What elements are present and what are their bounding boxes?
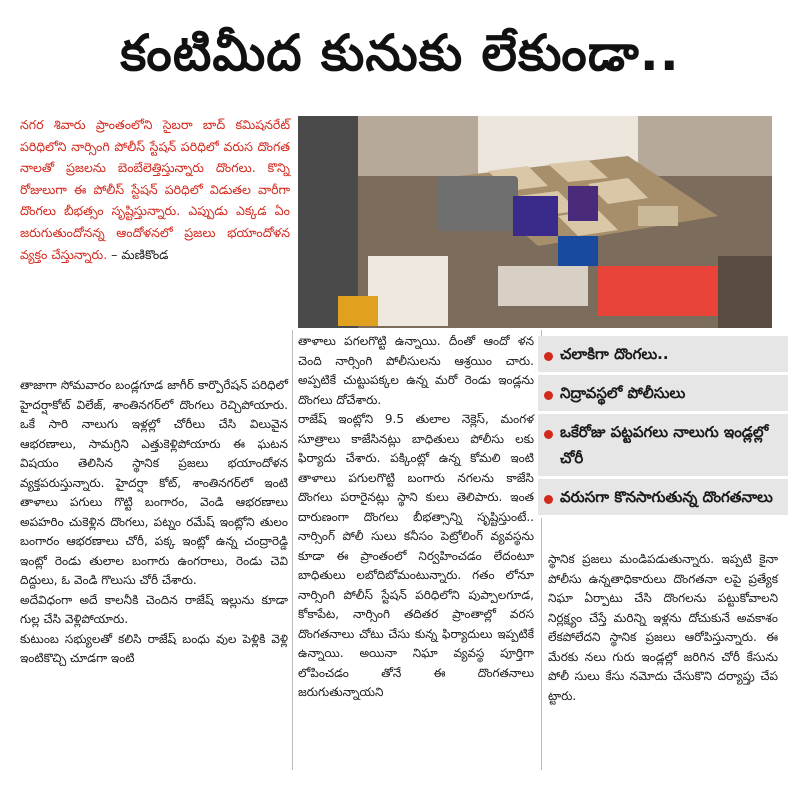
paragraph: తాజాగా సోమవారం బండ్లగూడ జాగీర్ కార్పొరేషన్ పరిధిలో హైదర్షాకోట్ విలేజ్, శాంతినగర్‌లో దొంగలు రెచ్చిపోయారు. ఒకే సారి నాలుగు ఇళ్లల్లో చోరీలు చేసి విలువైన ఆభరణాలు, సామగ్రిని ఎత్తుకెళ్లిపోయారు ఈ ఘటన విషయం తెలిసిన స్థానిక ప్రజలు భయాందోళన వ్యక్తపరుస్తున్నారు. హైదర్షా కోట్, శాంతినగర్‌లో ఇంటి తాళాలు పగులు గొట్టి బంగారం, వెండి ఆభరణాలు అపహరిం చుకెళ్లిన దొంగలు, పట్నం రమేష్ ఇంట్లోని తులం బంగారం ఆభరణాలు చోరీ, పక్క ఇంట్లో ఉన్న చంద్రారెడ్డి ఇంట్లో రెండు తులాల బంగారు ఉంగరాలు, రెండు చెవి దిద్దులు, ఓ వెండి గొలుసు చోరీ చేశారు. [20, 378, 288, 587]
byline: – మణికొండ [111, 246, 169, 262]
paragraph: కుటుంబ సభ్యులతో కలిసి రాజేష్ బంధు వుల పెళ్లికి వెళ్లి ఇంటికొచ్చి చూడగా ఇంటి [20, 631, 288, 665]
body-column-3 [548, 550, 778, 706]
body-column-2 [298, 332, 534, 703]
bullet-icon [544, 430, 553, 439]
paragraph: అదేవిధంగా అదే కాలనీకి చెందిన రాజేష్ ఇల్లును కూడా గుల్ల చేసి వెళ్లిపోయారు. [20, 592, 288, 626]
paragraph: తాళాలు పగలగొట్టి ఉన్నాయి. దీంతో ఆందో ళన చెంది నార్సింగి పోలీసులను ఆశ్రయిం చారు. అప్పటికే చుట్టుపక్కల ఉన్న మరో రెండు ఇండ్లను దొంగలు దోచేశారు. [298, 334, 534, 407]
highlight-item [538, 336, 788, 375]
bullet-icon [544, 352, 553, 361]
page-title: కంటిమీద కునుకు లేకుండా.. [120, 24, 680, 82]
highlight-text: ఒకేరోజు పట్టపగలు నాలుగు ఇండ్లల్లో చోరీ [560, 423, 769, 467]
paragraph: స్థానిక ప్రజలు మండిపడుతున్నారు. ఇప్పటి కైనా పోలీసు ఉన్నతాధికారులు దొంగతనా లపై ప్రత్యేక నిఘా ఏర్పాటు చేసి దొంగలను పట్టుకోవాలని నిర్లక్ష్యం చేస్తే మరిన్ని ఇళ్లను దోచుకునే అవకాశం లేకపోలేదని స్థానిక ప్రజలు ఆరోపిస్తున్నారు. ఈ మేరకు నలు గురు ఇండ్లల్లో జరిగిన చోరీ కేసును పోలీ సులు కేసు నమోదు చేసుకొని దర్యాప్తు చేప ట్టారు. [548, 552, 778, 703]
bullet-icon [544, 495, 553, 504]
highlight-item [538, 414, 788, 479]
highlight-text: వరుసగా కొనసాగుతున్న దొంగతనాలు [560, 488, 773, 506]
highlight-item [538, 479, 788, 518]
highlight-text: నిద్రావస్థలో పోలీసులు [560, 384, 686, 402]
paragraph: రాజేష్ ఇంట్లోని 9.5 తులాల నెక్లెస్, మంగళ సూత్రాలు కాజేసినట్లు బాధితులు పోలీసు లకు ఫిర్యాదు చేశారు. పక్కింట్లో ఉన్న కోమలి ఇంటి తాళాలు పగులగొట్టి బంగారు నగలను కాజేసి దొంగలు పరారైనట్లు స్థాని కులు తెలిపారు. ఇంత దారుణంగా దొంగలు బీభత్సాన్ని సృష్టిస్తుంటే.. నార్సింగ్ పోలీ సులు కనీసం పెట్రోలింగ్ వ్యవస్థను కూడా ఈ ప్రాంతంలో నిర్వహించడం లేదంటూ బాధితులు లబోదిబోమంటున్నారు. గతం లోనూ నార్సింగి పోలీస్ స్టేషన్ పరిధిలోని పుప్పాలగూడ, కోకాపేట, నార్సింగి తదితర ప్రాంతాల్లో వరస దొంగతనాలు చోటు చేసు కున్న ఫిర్యాదులు ఇప్పటికే ఉన్నాయి. అయినా నిఘా వ్యవస్థ పూర్తిగా లోపించడం తోనే ఈ దొంగతనాలు జరుగుతున్నాయని [298, 412, 534, 699]
bullet-icon [544, 391, 553, 400]
lead-text: నగర శివారు ప్రాంతంలోని సైబరా బాద్ కమిషనరేట్ పరిధిలోని నార్సింగి పోలీస్ స్టేషన్ పరిధిలో వరుస దొంగత నాలతో ప్రజలను బెంబేలెత్తిస్తున్నారు దొంగలు. కొన్ని రోజులుగా ఈ పోలీస్ స్టేషన్ పరిధిలో విడుతల వారీగా దొంగలు బీభత్సం సృష్టిస్తున్నారు. ఎప్పుడు ఎక్కడ ఏం జరుగుతుందోనన్న ఆందోళనలో ప్రజలు భయాందోళన వ్యక్తం చేస్తున్నారు. [20, 117, 290, 262]
highlight-item [538, 375, 788, 414]
highlights-box [538, 336, 788, 518]
burglary-scene-photo-icon [298, 116, 772, 328]
column-divider [292, 330, 293, 770]
lead-paragraph [20, 114, 290, 265]
news-photo [298, 116, 772, 328]
highlight-text: చలాకిగా దొంగలు.. [560, 345, 669, 363]
body-column-1 [20, 376, 288, 669]
